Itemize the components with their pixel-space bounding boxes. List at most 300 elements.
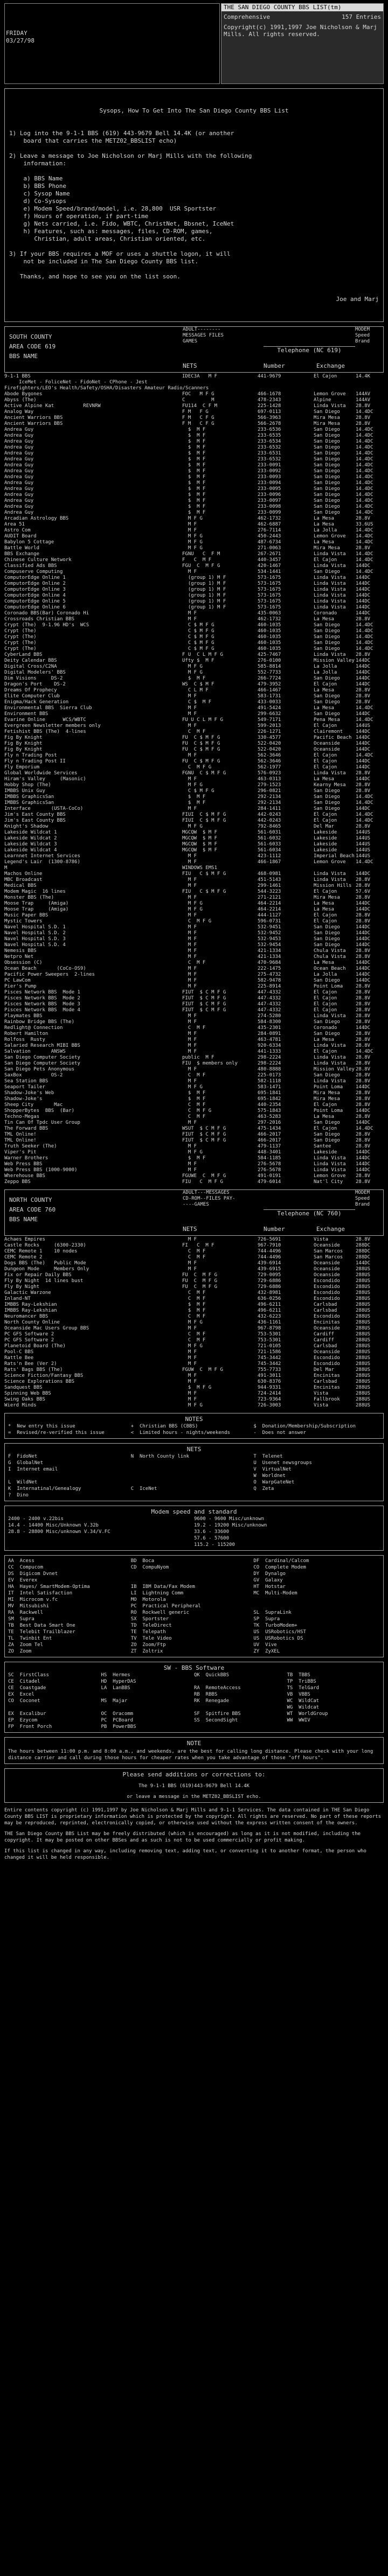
table-row [4,1266,384,1272]
exchange: Vista [314,1391,329,1396]
legend-item: T Telenet [253,1454,283,1459]
bbs-name: CEMC Remote 2 [4,1255,43,1260]
feature-flags: C $ M F G [182,634,214,640]
table-row [4,1161,384,1167]
modem-speed: 144DC [356,1167,371,1173]
exchange: Linda Vista [314,1079,346,1084]
feature-flags: M F [182,942,197,948]
phone-number: 744-4496 [258,1249,281,1254]
table-row [4,421,384,427]
bbs-name: Environmental BBS Sierra Club [4,705,92,711]
phone-number: 425-7467 [258,652,281,657]
phone-number: 447-4332 [258,1002,281,1007]
legend-item: TS TelGard [287,1685,320,1691]
feature-flags: FGUW C M F G [182,1367,223,1373]
phone-number: 298-2224 [258,1055,281,1060]
feature-flags: C $ M F [182,699,212,705]
bbs-name: Area 51 [4,522,25,527]
bbs-name: Techno-Megas [4,1114,40,1119]
table-row [4,605,384,611]
table-row [4,699,384,705]
howto-line [9,243,379,250]
bbs-name: Fly n Trading Post [4,753,57,758]
feature-flags: $ M F [182,1096,206,1102]
phone-number: 460-1035 [258,646,281,652]
phone-number [258,386,314,391]
bbs-name: Rats'n Bee (Ver 2) [4,1361,57,1367]
phone-number: 276-0100 [258,658,281,663]
phone-number: 439-6915 [258,1266,281,1272]
table-row [4,1084,384,1090]
phone-number: 447-4332 [258,996,281,1001]
exchange: Linda Vista [314,575,346,580]
bbs-name: ShopperBytes BBS (Bar) [4,1108,75,1114]
phone-number: 745-3442 [258,1361,281,1367]
notes-title: NOTES [185,1416,203,1423]
exchange: El Cajon [314,723,337,729]
exchange: San Diego [314,486,340,492]
table-row [4,617,384,622]
bbs-name: Pisces Network BBS Mode 4 [4,1007,80,1013]
phone-number: 225-0173 [258,1073,281,1078]
modem-speed: 14.4DC [356,510,373,515]
bbs-name: Andrea Guy [4,486,34,492]
exchange: Linda Vista [314,877,346,883]
exchange: Ocean Beach [314,966,346,971]
feature-flags: FU C $ M F G [182,741,220,746]
bbs-name: Nemesis BBS [4,948,37,954]
bbs-name: San Diego Computer Society [4,1055,80,1060]
legend-item: * New entry this issue [8,1424,75,1429]
feature-flags: C L M F [182,688,209,693]
feature-flags: Ufty $ M F [182,658,214,663]
bbs-name: Andrea Guy [4,480,34,486]
modem-speed: 14.4DC [356,540,373,545]
phone-number: 233-6532 [258,457,281,462]
phone-number: 421-1334 [258,948,281,954]
table-row [4,1397,384,1403]
feature-flags: M F [182,1349,197,1355]
legend-item: WT WorldGroup [287,1711,328,1717]
modem-speed: 28.8V [356,1079,371,1084]
table-row [4,1013,384,1019]
bbs-name: Sheep City Mac [4,1102,63,1108]
phone-number: 439-6914 [258,1261,281,1266]
legend-item: PB PowerBBS [101,1724,136,1730]
legend-item: TB Best Data Smart One [8,1623,75,1628]
exchange: San Diego [314,1031,340,1037]
legend-item: RA RemoteAccess [194,1685,241,1691]
phone-number: 584-1185 [258,1156,281,1161]
phone-number: 573-1675 [258,575,281,580]
phone-number: 463-0313 [258,776,281,782]
phone-number: 298-2224 [258,1061,281,1066]
howto-line: c) Sysop Name [9,190,70,197]
bbs-name: Achaes Empires [4,1237,45,1242]
feature-flags: FU C $ M F G [182,747,220,752]
exchange: Escondido [314,1314,340,1319]
exchange: El Cajon [314,374,337,379]
feature-flags: F M F G [182,409,209,415]
legend-item: GV Galaxy [253,1578,283,1583]
phone-number: 271-2121 [258,895,281,900]
legend-item [253,1597,376,1603]
feature-flags: $ M F [182,676,206,681]
phone-number: 233-0092 [258,468,281,474]
legend-item: U Usenet newsgroups [253,1460,312,1466]
table-row [4,528,384,534]
modem-speed: 14.4DC [356,818,373,823]
feature-flags: C M [182,397,214,403]
modem-speed: 14.4DC [356,557,373,563]
modem-speed: 14.4DC [356,812,373,817]
table-row [4,1249,384,1255]
table-row [4,1156,384,1161]
feature-flags: C M F [182,1296,206,1301]
bbs-name: IceMet - FoliceNet - FidoNet - CPhone - Jest [4,380,148,385]
howto-line: 3) If your BBS requires a MOF or uses a shuttle logon, it will [9,250,231,257]
bbs-name: Crypt (The) [4,628,37,634]
table-row [4,776,384,782]
exchange: Linda Vista [314,581,346,586]
bbs-name: Jim's East County BBS [4,818,66,823]
feature-flags: M F G [182,540,203,545]
phone-number: 466-1867 [258,859,281,865]
legend-item: HT Hotstar [253,1584,286,1590]
feature-flags: FIU C $ M F G [182,871,226,877]
phone-number: 436-1161 [258,1320,281,1325]
feature-flags: M F G [182,1343,203,1349]
phone-number: 573-1675 [258,581,281,586]
table-row [4,445,384,451]
exchange: El Cajon [314,765,337,770]
table-row [4,694,384,699]
bbs-name: Zeppo BBS [4,1179,31,1185]
legend-item: CE Citadel [8,1679,40,1684]
legend-item: TV Tele Video [130,1636,172,1641]
table-row [4,397,384,403]
phone-number: 636-0256 [258,1296,281,1301]
bbs-name: Interface (USTA-CoCo) [4,806,84,811]
phone-number: 584-8300 [258,1019,281,1025]
number-heading: Number [264,362,285,369]
table-row [4,1302,384,1308]
modem-speed: 144US [356,842,371,847]
bbs-name: Robert Hamilton [4,1031,48,1037]
table-row [4,771,384,776]
table-row [4,380,384,386]
phone-number: 464-2214 [258,907,281,912]
modem-speed: 28.8V [356,996,371,1001]
modem-speed: 14.4DC [356,1126,373,1131]
exchange: Santee [314,1144,331,1149]
feature-flags: $ M F [182,486,206,492]
legend-item: WG Wildcat [287,1705,320,1710]
modem-speed: 288US [356,1385,371,1390]
bbs-name: TML Online! [4,1132,37,1137]
legend-item: L WildNet [8,1480,38,1485]
exchange: Oceanside [314,1272,340,1278]
exchange: Lemon Grove [314,1173,346,1179]
exchange: Fallbrook [314,1397,340,1402]
exchange: El Cajon [314,759,337,764]
feature-flags: FIUI C $ M F G [182,818,226,823]
modem-speed: 28.8V [356,694,371,699]
legend-item: K Internatinal/Genealogy [8,1486,81,1492]
feature-flags: FIUI C $ M F G [182,812,226,817]
table-row [4,1237,384,1243]
table-row [4,409,384,415]
phone-number: 726-3003 [258,1403,281,1408]
howto-lines [9,130,379,281]
phone-number: 562-3646 [258,753,281,758]
table-row [4,1391,384,1397]
bbs-name: Machos Online [4,871,43,877]
feature-flags [182,386,258,391]
phone-number: 573-1675 [258,605,281,610]
exchange: Del Mar [314,824,334,829]
area-code: AREA CODE 760 [9,1206,56,1213]
table-row [4,652,384,658]
modem-speed [356,380,384,386]
bbs-name: Fix or Repair Daily BBS [4,1272,72,1278]
legend-item: EP Ezycom [8,1718,38,1723]
bbs-name: Firefighters/LEO's Health/Safety/OSHA/Disasters Amateur Radio/Scanners [4,386,209,391]
modem-speed: 28.8V [356,688,371,693]
legend-item: PC PCBoard [101,1718,134,1723]
table-row [4,463,384,468]
exchange: Carlsbad [314,1302,337,1307]
phone-number: 753-5301 [258,1332,281,1337]
modem-speed: 28.8V [356,1061,371,1066]
exchange: La Mesa [314,540,334,545]
feature-flags: FIU C $ M F G [182,889,226,894]
legend-item: TP TriBBS [287,1679,316,1684]
legend-item: UV Vive [253,1642,277,1648]
feature-flags: F U C L M F G [182,652,223,657]
feature-flags: FIUT $ C M F G [182,1138,226,1143]
feature-flags: M F [182,1167,197,1173]
exchange: San Diego [314,492,340,498]
modem-speed: 144US [356,723,371,729]
bbs-name: Andrea Guy [4,433,34,438]
modem-speed: 14.4DC [356,409,373,415]
table-row [4,1255,384,1261]
legend-item [194,1704,287,1711]
phone-number: 544-3223 [258,889,281,894]
phone-number: 566-2678 [258,421,281,426]
exchange: San Diego [314,445,340,450]
feature-flags: FIUT $ C M F G [182,1132,226,1137]
phone-number [258,865,314,871]
legend-item [131,1492,254,1499]
phone-number: 466-2017 [258,1132,281,1137]
legend-item: N North County link [130,1454,190,1459]
legend-item: - Does not answer [253,1430,306,1436]
feature-flags: FGU C M F G [182,563,220,569]
table-row [4,658,384,664]
legend-item: SP Supra [253,1616,280,1622]
modem-speed: 28.8V [356,1114,371,1119]
howto-sign: Joe and Marj [336,296,379,303]
feature-flags: FI C M F [182,1243,214,1248]
exchange: San Marcos [314,1255,343,1260]
modem-speed: 33.6US [356,522,373,527]
feature-flags: C $ M F G [182,628,214,634]
modem-speed: 288US [356,1332,371,1337]
feature-flags: $ M F [182,457,206,462]
modem-speed: 144DC [356,1025,371,1031]
phone-number: 479-1137 [258,1144,281,1149]
exchange: San Diego [314,433,340,438]
exchange: Lakeside [314,848,337,853]
table-row [4,824,384,830]
table-row [4,1049,384,1055]
phone-number: 745-3442 [258,1355,281,1361]
bbs-name: Andrea Guy [4,504,34,509]
bbs-name: Lakeside Wildcat 4 [4,848,57,853]
exchange: La Mesa [314,688,334,693]
feature-flags: $ M F [182,463,206,468]
table-row [4,865,384,871]
phone-number: 233-6531 [258,451,281,456]
legend-item: 19.2 - 19200 Misc/unknown [194,1523,267,1528]
howto-line: Thanks, and hope to see you on the list soon. [9,273,181,280]
exchange: Linda Vista [314,599,346,604]
table-row [4,622,384,628]
modem-speed: 28.8V [356,652,371,657]
table-row [4,1290,384,1296]
bbs-name: ComputorEdge Online 1 [4,575,66,580]
bbs-name: Fig By Knight [4,747,43,752]
table-row [4,925,384,930]
feature-flags: M F G [182,1084,203,1090]
phone-number: 468-0981 [258,871,281,877]
phone-number: 275-4732 [258,972,281,977]
modem-speed: 144DC [356,741,371,746]
bbs-name: IMBBS Ray-Lekshian [4,1308,57,1313]
feature-flags: M F [182,972,197,977]
legend-item: F FidoNet [8,1454,38,1459]
bbs-name: Ancient Warriors BBS [4,415,63,421]
bbs-name: IMBBS GraphicsSan [4,800,54,806]
bbs-name: Learnnet Internet Services [4,853,80,859]
exchange: Cardiff [314,1332,334,1337]
phone-number: 561-6033 [258,842,281,847]
legend-item: MC Multi-Modem [253,1591,297,1596]
date-panel [4,3,220,84]
feature-flags: M F [182,1120,197,1125]
modem-speed: 14.4DC [356,800,373,806]
feature-flags: C M F [182,1073,206,1078]
modem-speed: 144DC [356,658,371,663]
modem-speed: 144US [356,836,371,841]
exchange: La Mesa [314,901,334,906]
modem-speed: 288US [356,1314,371,1319]
table-row [4,510,384,516]
modem-speed: 288US [356,1391,371,1396]
table-row [4,664,384,670]
modem-speed: 144DC [356,776,371,782]
bbs-name: Web Press BBS [4,1161,43,1167]
table-row [4,593,384,599]
exchange: Linda Vista [314,652,346,657]
table-row [4,540,384,545]
feature-flags: $ M F [182,474,206,480]
phone-number: 582-1118 [258,1079,281,1084]
bbs-name: Swing Oaks BBS [4,1397,45,1402]
bbs-name: Rainbow Bridge BBS (The) [4,1019,75,1025]
modem-speed: 28.8V [356,771,371,776]
table-row [4,1043,384,1049]
exchange: Mira Mesa [314,415,340,421]
legend-item: CO Coconet [8,1698,40,1704]
bbs-name: Ancient Warriors BBS [4,421,63,426]
exchange: San Diego [314,463,340,468]
table-row [4,1332,384,1338]
legend-item: RO Rockwell generic [130,1610,190,1615]
exchange: Mission Valley [314,658,355,663]
nets-legend [4,1443,384,1501]
exchange: Lemon Grove [314,534,346,539]
phone-number: 274-5280 [258,1013,281,1019]
legend-item: C IceNet [130,1486,157,1492]
number-heading: Number [264,1226,285,1233]
exchange: San Diego [314,628,340,634]
bbs-name: Knight's Shadow [4,824,48,829]
modem-speed: 144DC [356,960,371,965]
feature-flags: C M F G [182,765,212,770]
phone-number: 460-1035 [258,640,281,646]
phone-number: 432-6223 [258,1314,281,1319]
bbs-name: San Diego Pets Anonymous [4,1067,75,1072]
feature-flags: M F G [182,516,203,521]
table-row [4,599,384,605]
table-row [4,1314,384,1320]
feature-flags: M F [182,1043,197,1048]
exchange: Kearny Mesa [314,782,346,788]
bbs-name: 9-1-1 BBS [4,374,31,379]
exchange: San Diego [314,451,340,456]
table-row [4,1061,384,1067]
modem-speed: 28.8V [356,415,371,421]
modem-heading: MODEM Speed Brand [355,1190,370,1207]
feature-codes: ADULT---MESSAGES CD-ROM--FILES PAY-----GAMES [183,1190,235,1207]
table-row [4,468,384,474]
feature-flags: M F [182,1326,197,1331]
legend-item: SF Spitfire BBS [194,1711,241,1717]
feature-flags: M F [182,1266,197,1272]
bbs-name: Shadow-Joke's [4,1096,43,1102]
modem-speed: 57.6V [356,889,371,894]
legend-item: RA Rackwell [8,1610,44,1615]
exchange: San Diego [314,498,340,503]
exchange: El Cajon [314,818,337,823]
modem-speed: 288US [356,1326,371,1331]
exchange: Escondido [314,1290,340,1296]
bbs-name: Fly n Trading Post II [4,759,66,764]
modem-speed: 288US [356,1278,371,1284]
exchange: Carlsbad [314,1379,337,1384]
modem-speed: 14.4DC [356,753,373,758]
bbs-name: Fly By Night [4,1284,40,1290]
feature-flags: $ M F [182,504,206,509]
legend-item [101,1691,195,1698]
table-row [4,859,384,865]
modem-speed: 14.4DC [356,504,373,509]
phone-number: 552-7733 [258,670,281,675]
feature-flags: $ M F [182,468,206,474]
